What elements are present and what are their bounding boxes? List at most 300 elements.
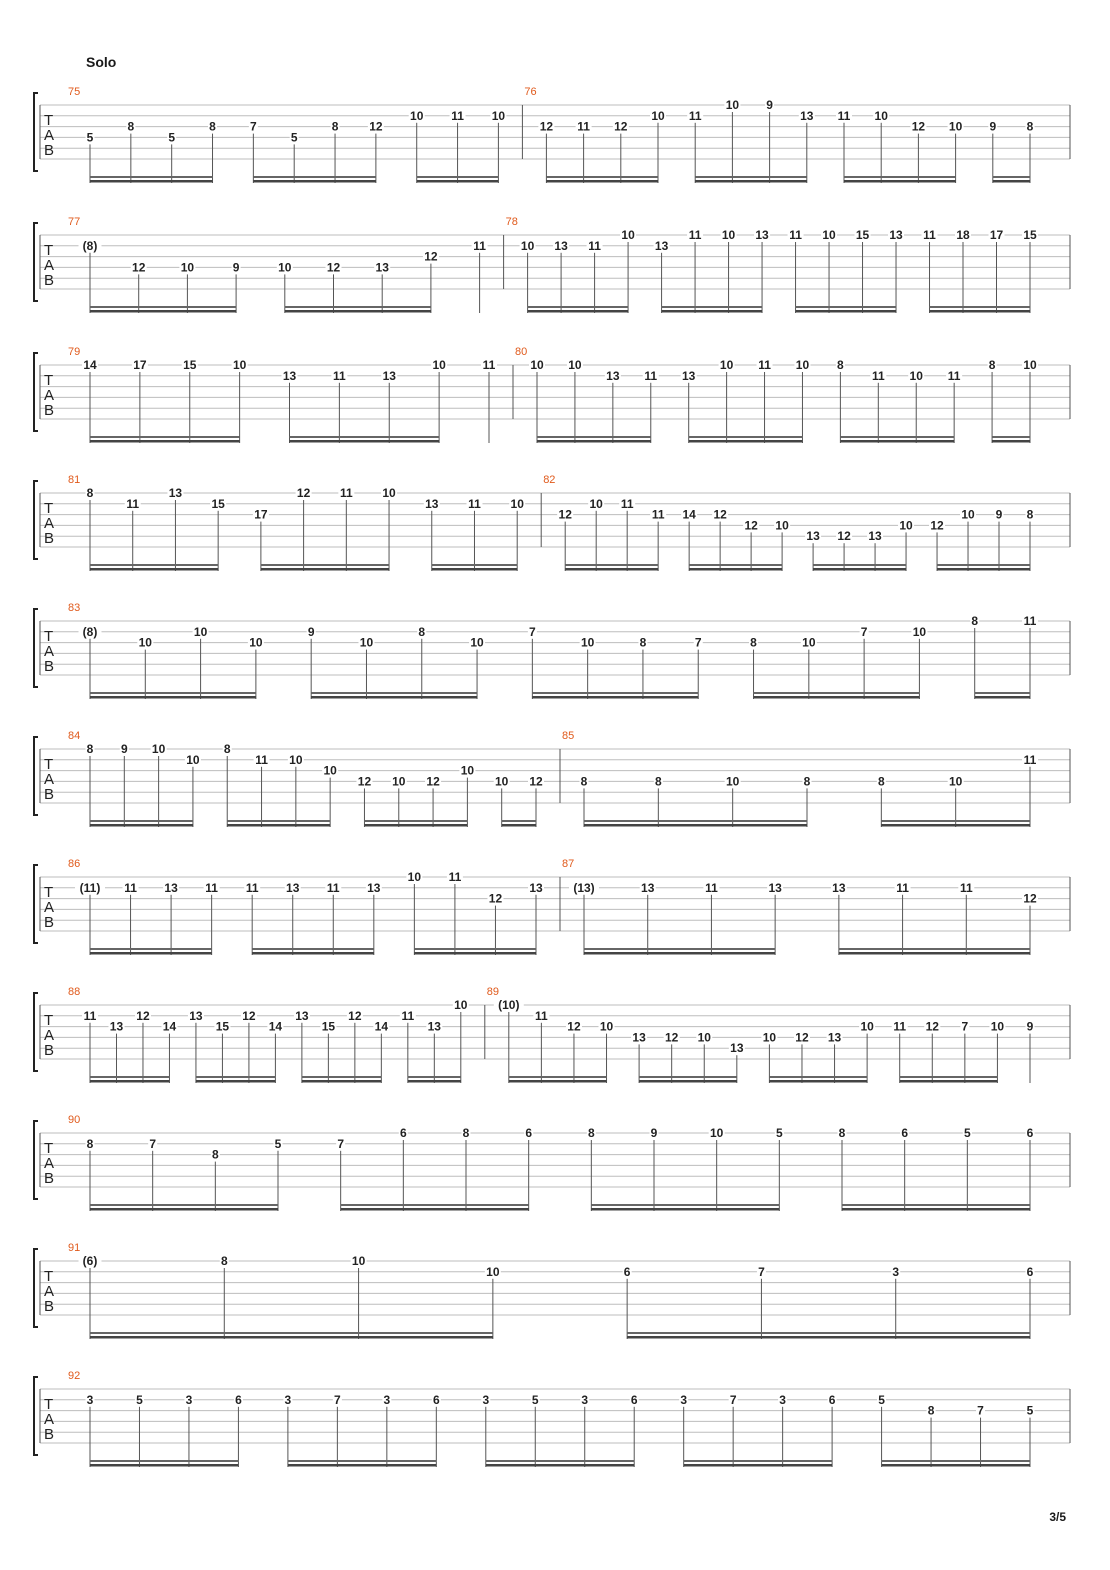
fret-number: 13 [868, 529, 882, 544]
fret-number: 10 [948, 119, 963, 134]
fret-number: 13 [641, 880, 655, 895]
fret-number: 13 [168, 486, 183, 500]
staff-system [34, 216, 1070, 313]
beam [584, 820, 807, 822]
fret-number: 10 [589, 496, 603, 511]
fret-number: (13) [573, 880, 595, 895]
fret-number: 10 [432, 358, 446, 372]
page-number: 3/5 [1049, 1510, 1066, 1524]
beam [689, 440, 803, 443]
beam [486, 1460, 634, 1462]
fret-number: 13 [606, 368, 620, 383]
beam [591, 1204, 779, 1206]
fret-number: 11 [789, 228, 802, 242]
fret-number: 11 [577, 119, 590, 134]
fret-number: 10 [359, 635, 374, 650]
beam [90, 1336, 493, 1339]
fret-number: 10 [860, 1019, 874, 1034]
fret-number: 11 [1023, 752, 1037, 767]
beam [90, 1332, 493, 1334]
fret-number: 13 [554, 238, 568, 253]
fret-number: 9 [995, 507, 1003, 522]
fret-number: 11 [688, 228, 702, 242]
tab-clef-letter: A [44, 643, 55, 660]
beam [546, 176, 658, 178]
beam [311, 692, 477, 694]
fret-number: 10 [909, 368, 923, 383]
fret-number: 10 [651, 108, 665, 123]
beam [502, 824, 536, 827]
beam [627, 1336, 1030, 1339]
fret-number: 5 [531, 1392, 539, 1407]
fret-number: 13 [529, 880, 543, 895]
fret-number: 13 [367, 880, 381, 895]
fret-number: 10 [454, 998, 468, 1012]
fret-number: 3 [581, 1392, 589, 1407]
fret-number: 9 [650, 1126, 658, 1140]
fret-number: (8) [82, 238, 98, 253]
fret-number: 10 [323, 763, 337, 778]
fret-number: 8 [838, 1126, 846, 1140]
beam [90, 1464, 238, 1467]
beam [881, 824, 1030, 827]
system-bracket [34, 1249, 38, 1327]
fret-number: 8 [86, 486, 94, 500]
beam [813, 568, 906, 571]
fret-number: 3 [680, 1392, 688, 1407]
measure-number: 89 [486, 986, 500, 998]
fret-number: 12 [925, 1019, 939, 1034]
fret-number: 10 [568, 358, 582, 372]
fret-number: 10 [580, 635, 595, 650]
beam [840, 436, 954, 438]
tab-clef-letter: T [44, 242, 54, 259]
fret-number: 10 [382, 486, 396, 500]
measure-number: 83 [68, 602, 81, 614]
beam [285, 310, 431, 313]
beam [769, 1076, 867, 1078]
fret-number: 11 [255, 752, 268, 767]
fret-number: 13 [654, 238, 669, 253]
beam [528, 306, 628, 308]
beam [288, 1460, 436, 1462]
system-bracket [34, 93, 38, 171]
fret-number: 12 [664, 1030, 679, 1045]
beam [414, 952, 536, 955]
fret-number: 11 [688, 108, 702, 123]
fret-number: 13 [889, 228, 903, 242]
beam [302, 1080, 381, 1083]
staff-system [34, 1114, 1070, 1211]
tab-clef-letter: A [44, 515, 55, 532]
beam [290, 436, 440, 438]
measure-number: 81 [68, 474, 81, 486]
beam [639, 1076, 737, 1078]
beam [993, 180, 1030, 183]
fret-number: 3 [284, 1392, 292, 1407]
fret-number: 11 [758, 358, 771, 372]
tab-clef-letter: A [44, 1283, 55, 1300]
fret-number: 14 [374, 1019, 389, 1034]
beam [992, 436, 1030, 438]
tab-clef-letter: B [44, 142, 55, 159]
beam [341, 1204, 529, 1206]
beam [813, 564, 906, 566]
fret-number: 13 [282, 368, 297, 383]
measure-number: 80 [515, 346, 528, 358]
fret-number: 15 [855, 228, 870, 242]
beam [900, 1080, 998, 1083]
fret-number: 7 [694, 635, 702, 650]
fret-number: 10 [510, 496, 524, 511]
fret-number: 14 [682, 507, 696, 522]
fret-number: 15 [1023, 228, 1037, 242]
fret-number: 11 [451, 108, 464, 123]
measure-number: 79 [68, 346, 81, 358]
tab-clef-letter: B [44, 1042, 55, 1059]
beam [546, 180, 658, 183]
fret-number: 11 [83, 1008, 97, 1023]
beam [769, 1080, 867, 1083]
fret-number: 11 [126, 496, 140, 511]
beam [900, 1076, 998, 1078]
beam [532, 692, 698, 694]
tab-clef-letter: T [44, 372, 54, 389]
fret-number: 12 [558, 507, 572, 522]
fret-number: 11 [651, 507, 665, 522]
fret-number: 14 [162, 1019, 177, 1034]
fret-number: 5 [290, 130, 298, 145]
beam [302, 1076, 381, 1078]
fret-number: 8 [803, 774, 811, 789]
fret-number: 5 [1026, 1403, 1034, 1418]
beam [844, 176, 956, 178]
fret-number: 12 [136, 1008, 150, 1023]
beam [196, 1080, 275, 1083]
beam [414, 948, 536, 950]
beam [432, 568, 517, 571]
measure-number: 77 [68, 216, 81, 228]
fret-number: 10 [697, 1030, 711, 1045]
fret-number: 12 [539, 119, 554, 134]
fret-number: 11 [339, 486, 353, 500]
beam [684, 1464, 832, 1467]
tab-clef-letter: T [44, 1140, 54, 1157]
fret-number: 10 [460, 763, 475, 778]
beam [796, 310, 896, 313]
fret-number: 10 [193, 624, 208, 639]
beam [90, 568, 218, 571]
fret-number: 10 [961, 507, 975, 522]
fret-number: 11 [923, 228, 936, 242]
beam [639, 1080, 737, 1083]
fret-number: 10 [1023, 358, 1037, 372]
tab-clef-letter: T [44, 756, 54, 773]
tab-clef-letter: A [44, 1027, 55, 1044]
beam [930, 306, 1030, 308]
fret-number: 8 [837, 358, 844, 372]
fret-number: 8 [580, 774, 588, 789]
fret-number: 11 [588, 238, 601, 253]
fret-number: 10 [948, 774, 963, 789]
beam [584, 948, 775, 950]
system-bracket [34, 223, 38, 301]
fret-number: 12 [567, 1019, 581, 1034]
beam [285, 306, 431, 308]
fret-number: 11 [871, 368, 885, 383]
fret-number: 12 [1023, 891, 1037, 906]
beam [695, 176, 807, 178]
beam [937, 568, 1030, 571]
fret-number: 6 [1026, 1126, 1034, 1140]
beam [796, 306, 896, 308]
tab-clef-letter: A [44, 771, 55, 788]
beam [252, 948, 374, 950]
fret-number: 8 [86, 742, 94, 756]
tab-clef-letter: A [44, 899, 55, 916]
fret-number: 8 [1026, 119, 1034, 134]
tab-clef-letter: A [44, 257, 55, 274]
fret-number: 5 [878, 1392, 885, 1407]
fret-number: 7 [961, 1019, 969, 1034]
fret-number: 11 [644, 368, 658, 383]
fret-number: 10 [874, 108, 888, 123]
beam [364, 824, 467, 827]
fret-number: 3 [383, 1392, 391, 1407]
fret-number: 8 [927, 1403, 935, 1418]
beam [90, 692, 256, 694]
fret-number: 11 [837, 108, 851, 123]
fret-number: 11 [482, 358, 496, 372]
fret-number: 8 [418, 624, 426, 639]
fret-number: 3 [779, 1392, 786, 1407]
beam [253, 176, 376, 178]
measure-number: 85 [562, 730, 575, 742]
fret-number: 5 [274, 1136, 282, 1151]
fret-number: 6 [901, 1126, 909, 1140]
fret-number: 12 [242, 1008, 256, 1023]
beam [290, 440, 440, 443]
fret-number: 10 [775, 518, 789, 533]
fret-number: 11 [896, 880, 909, 895]
fret-number: 8 [127, 119, 135, 134]
measure-number: 78 [505, 216, 518, 228]
fret-number: 11 [124, 880, 137, 895]
fret-number: 10 [351, 1254, 366, 1268]
tab-clef-letter: A [44, 127, 55, 144]
fret-number: 6 [623, 1264, 631, 1279]
fret-number: 13 [382, 368, 396, 383]
beam [90, 564, 218, 566]
beam [881, 820, 1030, 822]
staff-system [34, 986, 1070, 1083]
beam [90, 1076, 169, 1078]
beam [565, 568, 658, 571]
fret-number: 3 [482, 1392, 490, 1407]
tab-clef-letter: T [44, 1012, 54, 1029]
beam [227, 820, 330, 822]
fret-number: 5 [168, 130, 176, 145]
fret-number: 12 [424, 249, 438, 264]
fret-number: 9 [989, 119, 997, 134]
fret-number: 12 [911, 119, 926, 134]
tab-clef-letter: B [44, 786, 55, 803]
fret-number: 12 [930, 518, 944, 533]
fret-number: 9 [307, 624, 315, 639]
beam [532, 696, 698, 699]
tab-clef-letter: T [44, 112, 54, 129]
tab-clef-letter: T [44, 500, 54, 517]
fret-number: 10 [725, 774, 740, 789]
tab-clef-letter: A [44, 1155, 55, 1172]
fret-number: 12 [488, 891, 503, 906]
fret-number: 11 [705, 880, 718, 895]
beam [662, 310, 762, 313]
fret-number: 15 [211, 496, 225, 511]
fret-number: 8 [220, 1254, 228, 1268]
fret-number: 13 [832, 880, 846, 895]
tab-clef-letter: B [44, 658, 55, 675]
fret-number: (11) [79, 880, 101, 895]
fret-number: 11 [245, 880, 259, 895]
fret-number: 8 [654, 774, 662, 789]
beam [689, 436, 803, 438]
beam [253, 180, 376, 183]
fret-number: 10 [530, 358, 544, 372]
section-title: Solo [86, 54, 117, 70]
fret-number: 12 [837, 529, 851, 544]
fret-number: 3 [185, 1392, 193, 1407]
fret-number: 13 [286, 880, 300, 895]
fret-number: 13 [827, 1030, 842, 1045]
fret-number: 7 [334, 1392, 341, 1407]
beam [417, 176, 499, 178]
system-bracket [34, 481, 38, 559]
beam [882, 1464, 1030, 1467]
fret-number: 8 [331, 119, 339, 134]
tab-clef-letter: B [44, 1170, 55, 1187]
fret-number: 11 [473, 238, 486, 253]
beam [311, 696, 477, 699]
system-bracket [34, 993, 38, 1071]
fret-number: 13 [730, 1041, 744, 1056]
fret-number: 6 [399, 1126, 407, 1140]
measure-number: 75 [68, 86, 81, 98]
fret-number: 7 [250, 119, 257, 134]
beam [408, 1080, 461, 1083]
beam [90, 696, 256, 699]
fret-number: 5 [963, 1126, 971, 1140]
fret-number: 10 [495, 774, 509, 789]
beam [364, 820, 467, 822]
fret-number: 10 [725, 98, 740, 112]
staff-system [34, 858, 1070, 955]
tab-clef-letter: T [44, 628, 54, 645]
fret-number: 8 [971, 614, 979, 628]
beam [288, 1464, 436, 1467]
fret-number: 6 [630, 1392, 638, 1407]
beam [537, 436, 651, 438]
fret-number: 11 [959, 880, 973, 895]
fret-number: 11 [333, 368, 346, 383]
fret-number: 12 [614, 119, 628, 134]
tab-clef-letter: T [44, 1268, 54, 1285]
fret-number: 10 [232, 358, 247, 372]
fret-number: 13 [164, 880, 178, 895]
beam [90, 824, 193, 827]
fret-number: 10 [899, 518, 913, 533]
fret-number: 11 [468, 496, 481, 511]
fret-number: 10 [520, 238, 535, 253]
fret-number: 8 [86, 1136, 94, 1151]
fret-number: 10 [249, 635, 263, 650]
tab-clef-letter: B [44, 272, 55, 289]
beam [90, 176, 213, 178]
fret-number: 14 [83, 358, 97, 372]
tab-clef-letter: B [44, 402, 55, 419]
fret-number: 6 [235, 1392, 242, 1407]
beam [261, 564, 389, 566]
fret-number: 3 [892, 1264, 900, 1279]
beam [90, 1080, 169, 1083]
fret-number: 7 [860, 624, 868, 639]
fret-number: 5 [775, 1126, 783, 1140]
fret-number: 7 [977, 1403, 984, 1418]
fret-number: 8 [1026, 507, 1034, 522]
beam [565, 564, 658, 566]
beam [937, 564, 1030, 566]
fret-number: 8 [462, 1126, 470, 1140]
fret-number: 5 [136, 1392, 143, 1407]
fret-number: 13 [427, 1019, 441, 1034]
beam [432, 564, 517, 566]
measure-number: 86 [68, 858, 81, 870]
fret-number: 13 [375, 260, 389, 275]
fret-number: 12 [795, 1030, 809, 1045]
beam [662, 306, 762, 308]
beam [90, 952, 212, 955]
beam [408, 1076, 461, 1078]
fret-number: 10 [470, 635, 484, 650]
fret-number: 11 [620, 496, 634, 511]
beam [591, 1208, 779, 1211]
fret-number: 10 [719, 358, 734, 372]
fret-number: 8 [209, 119, 216, 134]
beam [975, 696, 1030, 699]
beam [689, 568, 782, 571]
fret-number: 15 [321, 1019, 336, 1034]
beam [584, 824, 807, 827]
staff-system [34, 1242, 1070, 1339]
fret-number: 8 [877, 774, 885, 789]
fret-number: 10 [392, 774, 406, 789]
tab-clef-letter: B [44, 1298, 55, 1315]
beam [584, 952, 775, 955]
system-bracket [34, 1377, 38, 1455]
beam [509, 1076, 607, 1078]
tab-clef-letter: T [44, 884, 54, 901]
fret-number: 7 [337, 1136, 345, 1151]
fret-number: 8 [639, 635, 647, 650]
staff-system [34, 730, 1070, 827]
tab-clef-letter: B [44, 530, 55, 547]
beam [840, 440, 954, 443]
beam [341, 1208, 529, 1211]
measure-number: 84 [68, 730, 81, 742]
beam [227, 824, 330, 827]
fret-number: 13 [800, 108, 814, 123]
beam [90, 180, 213, 183]
